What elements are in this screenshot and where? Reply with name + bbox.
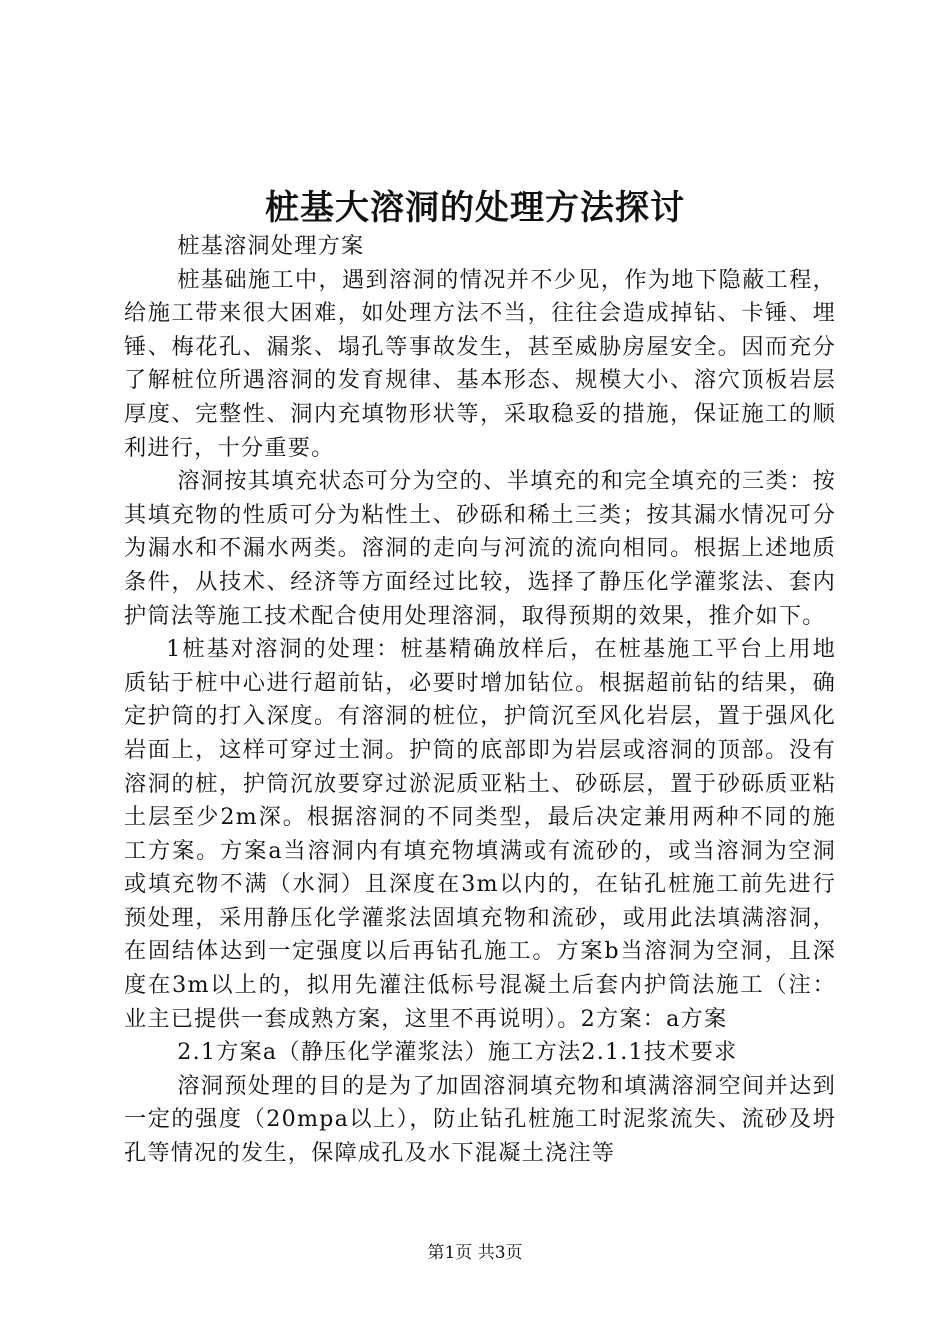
paragraph-classification: 溶洞按其填充状态可分为空的、半填充的和完全填充的三类：按其填充物的性质可分为粘性土、砂砾和稀土三类；按其漏水情况可分为漏水和不漏水两类。溶洞的走向与河流的流向相同。根据上述地质条件，从技术、经济等方面经过比较，选择了静压化学灌浆法、套内护筒法等施工技术配合使用处理溶洞，取得预期的效果，推介如下。 [124, 468, 836, 629]
paragraph-subtitle: 桩基溶洞处理方案 [177, 233, 365, 259]
paragraph-section-heading: 2.1方案a（静压化学灌浆法）施工方法2.1.1技术要求 [177, 1039, 738, 1066]
document-title: 桩基大溶洞的处理方法探讨 [265, 188, 685, 228]
paragraph-treatment: 1桩基对溶洞的处理：桩基精确放样后，在桩基施工平台上用地质钻于桩中心进行超前钻，必要时增加钻位。根据超前钻的结果，确定护筒的打入深度。有溶洞的桩位，护筒沉至风化岩层，置于强风化岩面上，这样可穿过土洞。护筒的底部即为岩层或溶洞的顶部。没有溶洞的桩，护筒沉放要穿过淤泥质亚粘土、砂砾层，置于砂砾质亚粘土层至少2m深。根据溶洞的不同类型，最后决定兼用两种不同的施工方案。方案a当溶洞内有填充物填满或有流砂的，或当溶洞为空洞或填充物不满（水洞）且深度在3m以内的，在钻孔桩施工前先进行预处理，采用静压化学灌浆法固填充物和流砂，或用此法填满溶洞，在固结体达到一定强度以后再钻孔施工。方案b当溶洞为空洞，且深度在3m以上的，拟用先灌注低标号混凝土后套内护筒法施工（注：业主已提供一套成熟方案，这里不再说明）。2方案：a方案 [124, 636, 836, 1032]
page-footer: 第1页 共3页 [427, 1243, 523, 1263]
document-body [124, 230, 836, 1171]
paragraph-technical-requirements: 溶洞预处理的目的是为了加固溶洞填充物和填满溶洞空间并达到一定的强度（20mpa以上），防止钻孔桩施工时泥浆流失、流砂及坍孔等情况的发生，保障成孔及水下混凝土浇注等 [124, 1072, 836, 1167]
paragraph-intro: 桩基础施工中，遇到溶洞的情况并不少见，作为地下隐蔽工程，给施工带来很大困难，如处理方法不当，往往会造成掉钻、卡锤、埋锤、梅花孔、漏浆、塌孔等事故发生，甚至威胁房屋安全。因而充分了解桩位所遇溶洞的发育规律、基本形态、规模大小、溶穴顶板岩层厚度、完整性、洞内充填物形状等，采取稳妥的措施，保证施工的顺利进行，十分重要。 [124, 266, 836, 461]
